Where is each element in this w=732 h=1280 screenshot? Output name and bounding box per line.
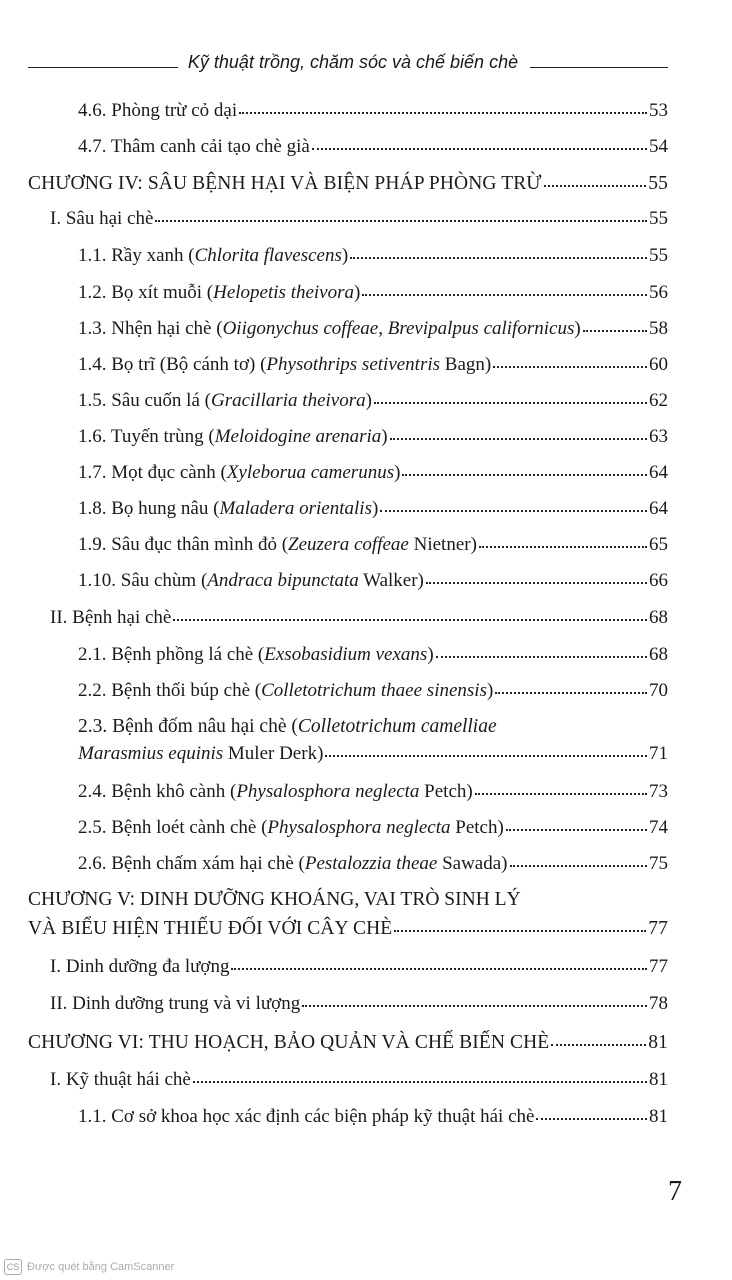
toc-chapter-first-line: CHƯƠNG V: DINH DƯỠNG KHOÁNG, VAI TRÒ SINH LÝ — [28, 889, 521, 910]
page-number: 55 — [649, 208, 668, 229]
page-number: 68 — [649, 644, 668, 665]
dot-leader — [380, 508, 647, 512]
dot-leader — [506, 827, 647, 831]
dot-leader — [239, 110, 647, 114]
dot-leader — [583, 328, 647, 332]
toc-entry: 1.7. Mọt đục cành (Xyleborua camerunus) 64 — [78, 462, 668, 483]
dot-leader — [426, 580, 647, 584]
dot-leader — [479, 544, 647, 548]
page-number: 81 — [649, 1106, 668, 1127]
toc-chapter: CHƯƠNG IV: SÂU BỆNH HẠI VÀ BIỆN PHÁP PHÒNG TRỪ 55 — [28, 173, 668, 194]
toc-entry: 4.6. Phòng trừ cỏ dại 53 — [78, 100, 668, 121]
toc-entry: 1.5. Sâu cuốn lá (Gracillaria theivora) 62 — [78, 390, 668, 411]
page-number: 81 — [649, 1069, 668, 1090]
dot-leader — [544, 183, 647, 187]
toc-section: II. Bệnh hại chè 68 — [50, 607, 668, 628]
page-number: 63 — [649, 426, 668, 447]
toc-entry: 2.5. Bệnh loét cành chè (Physalosphora neglecta Petch) 74 — [78, 817, 668, 838]
page-number: 55 — [648, 173, 668, 194]
dot-leader — [493, 364, 647, 368]
toc-entry: 1.1. Cơ sở khoa học xác định các biện pháp kỹ thuật hái chè 81 — [78, 1106, 668, 1127]
dot-leader — [551, 1042, 646, 1046]
page-number: 81 — [648, 1032, 668, 1053]
page-number: 64 — [649, 462, 668, 483]
page-number: 78 — [649, 993, 668, 1014]
toc-entry: 1.10. Sâu chùm (Andraca bipunctata Walker) 66 — [78, 570, 668, 591]
dot-leader — [495, 690, 647, 694]
page-number: 74 — [649, 817, 668, 838]
dot-leader — [536, 1116, 647, 1120]
page-number: 58 — [649, 318, 668, 339]
dot-leader — [390, 436, 647, 440]
toc-section: I. Sâu hại chè 55 — [50, 208, 668, 229]
dot-leader — [402, 472, 647, 476]
page-number: 64 — [649, 498, 668, 519]
dot-leader — [374, 400, 647, 404]
toc-entry: 2.6. Bệnh chấm xám hại chè (Pestalozzia theae Sawada) 75 — [78, 853, 668, 874]
toc-entry: 1.9. Sâu đục thân mình đỏ (Zeuzera coffeae Nietner) 65 — [78, 534, 668, 555]
toc-section: I. Kỹ thuật hái chè 81 — [50, 1069, 668, 1090]
dot-leader — [155, 218, 647, 222]
page-number: 54 — [649, 136, 668, 157]
toc-entry: 4.7. Thâm canh cải tạo chè già 54 — [78, 136, 668, 157]
page-number: 60 — [649, 354, 668, 375]
page-number: 66 — [649, 570, 668, 591]
toc-chapter: VÀ BIỂU HIỆN THIẾU ĐỐI VỚI CÂY CHÈ 77 — [28, 918, 668, 939]
dot-leader — [510, 863, 648, 867]
dot-leader — [231, 966, 647, 970]
dot-leader — [302, 1003, 647, 1007]
dot-leader — [173, 617, 647, 621]
dot-leader — [475, 791, 647, 795]
toc-entry: 1.6. Tuyến trùng (Meloidogine arenaria) 63 — [78, 426, 668, 447]
page-number: 56 — [649, 282, 668, 303]
page-number: 68 — [649, 607, 668, 628]
toc-entry: 1.8. Bọ hung nâu (Maladera orientalis) 64 — [78, 498, 668, 519]
page-number: 77 — [649, 956, 668, 977]
toc-entry-first-line: 2.3. Bệnh đốm nâu hại chè (Colletotrichum camelliae — [78, 716, 497, 737]
toc-entry: 1.2. Bọ xít muỗi (Helopetis theivora) 56 — [78, 282, 668, 303]
toc-entry: Marasmius equinis Muler Derk) 71 — [78, 743, 668, 764]
dot-leader — [362, 292, 647, 296]
toc-entry: 1.4. Bọ trĩ (Bộ cánh tơ) (Physothrips setiventris Bagn) 60 — [78, 354, 668, 375]
dot-leader — [312, 146, 647, 150]
page-number: 71 — [649, 743, 668, 764]
dot-leader — [436, 654, 647, 658]
toc-entry: 1.3. Nhện hại chè (Oiigonychus coffeae, Brevipalpus californicus) 58 — [78, 318, 668, 339]
toc-section: II. Dinh dưỡng trung và vi lượng 78 — [50, 993, 668, 1014]
page-number: 73 — [649, 781, 668, 802]
page-number: 65 — [649, 534, 668, 555]
dot-leader — [350, 255, 647, 259]
page-number: 53 — [649, 100, 668, 121]
toc-entry: 1.1. Rầy xanh (Chlorita flavescens) 55 — [78, 245, 668, 266]
dot-leader — [325, 753, 647, 757]
page-folio: 7 — [668, 1176, 682, 1207]
page-number: 55 — [649, 245, 668, 266]
toc-entry: 2.2. Bệnh thối búp chè (Colletotrichum thaee sinensis) 70 — [78, 680, 668, 701]
page-number: 77 — [648, 918, 668, 939]
page-number: 62 — [649, 390, 668, 411]
page-number: 75 — [649, 853, 668, 874]
dot-leader — [394, 928, 646, 932]
running-header-title: Kỹ thuật trồng, chăm sóc và chế biến chè — [187, 52, 519, 72]
toc-entry: 2.1. Bệnh phồng lá chè (Exsobasidium vexans) 68 — [78, 644, 668, 665]
toc-section: I. Dinh dưỡng đa lượng 77 — [50, 956, 668, 977]
scanner-text: Được quét bằng CamScanner — [27, 1261, 175, 1273]
scanner-watermark — [4, 1258, 174, 1276]
toc-entry: 2.4. Bệnh khô cành (Physalosphora neglecta Petch) 73 — [78, 781, 668, 802]
page-number: 70 — [649, 680, 668, 701]
camscanner-logo-icon: CS — [4, 1259, 22, 1275]
toc-chapter: CHƯƠNG VI: THU HOẠCH, BẢO QUẢN VÀ CHẾ BIẾN CHÈ 81 — [28, 1032, 668, 1053]
dot-leader — [193, 1079, 647, 1083]
